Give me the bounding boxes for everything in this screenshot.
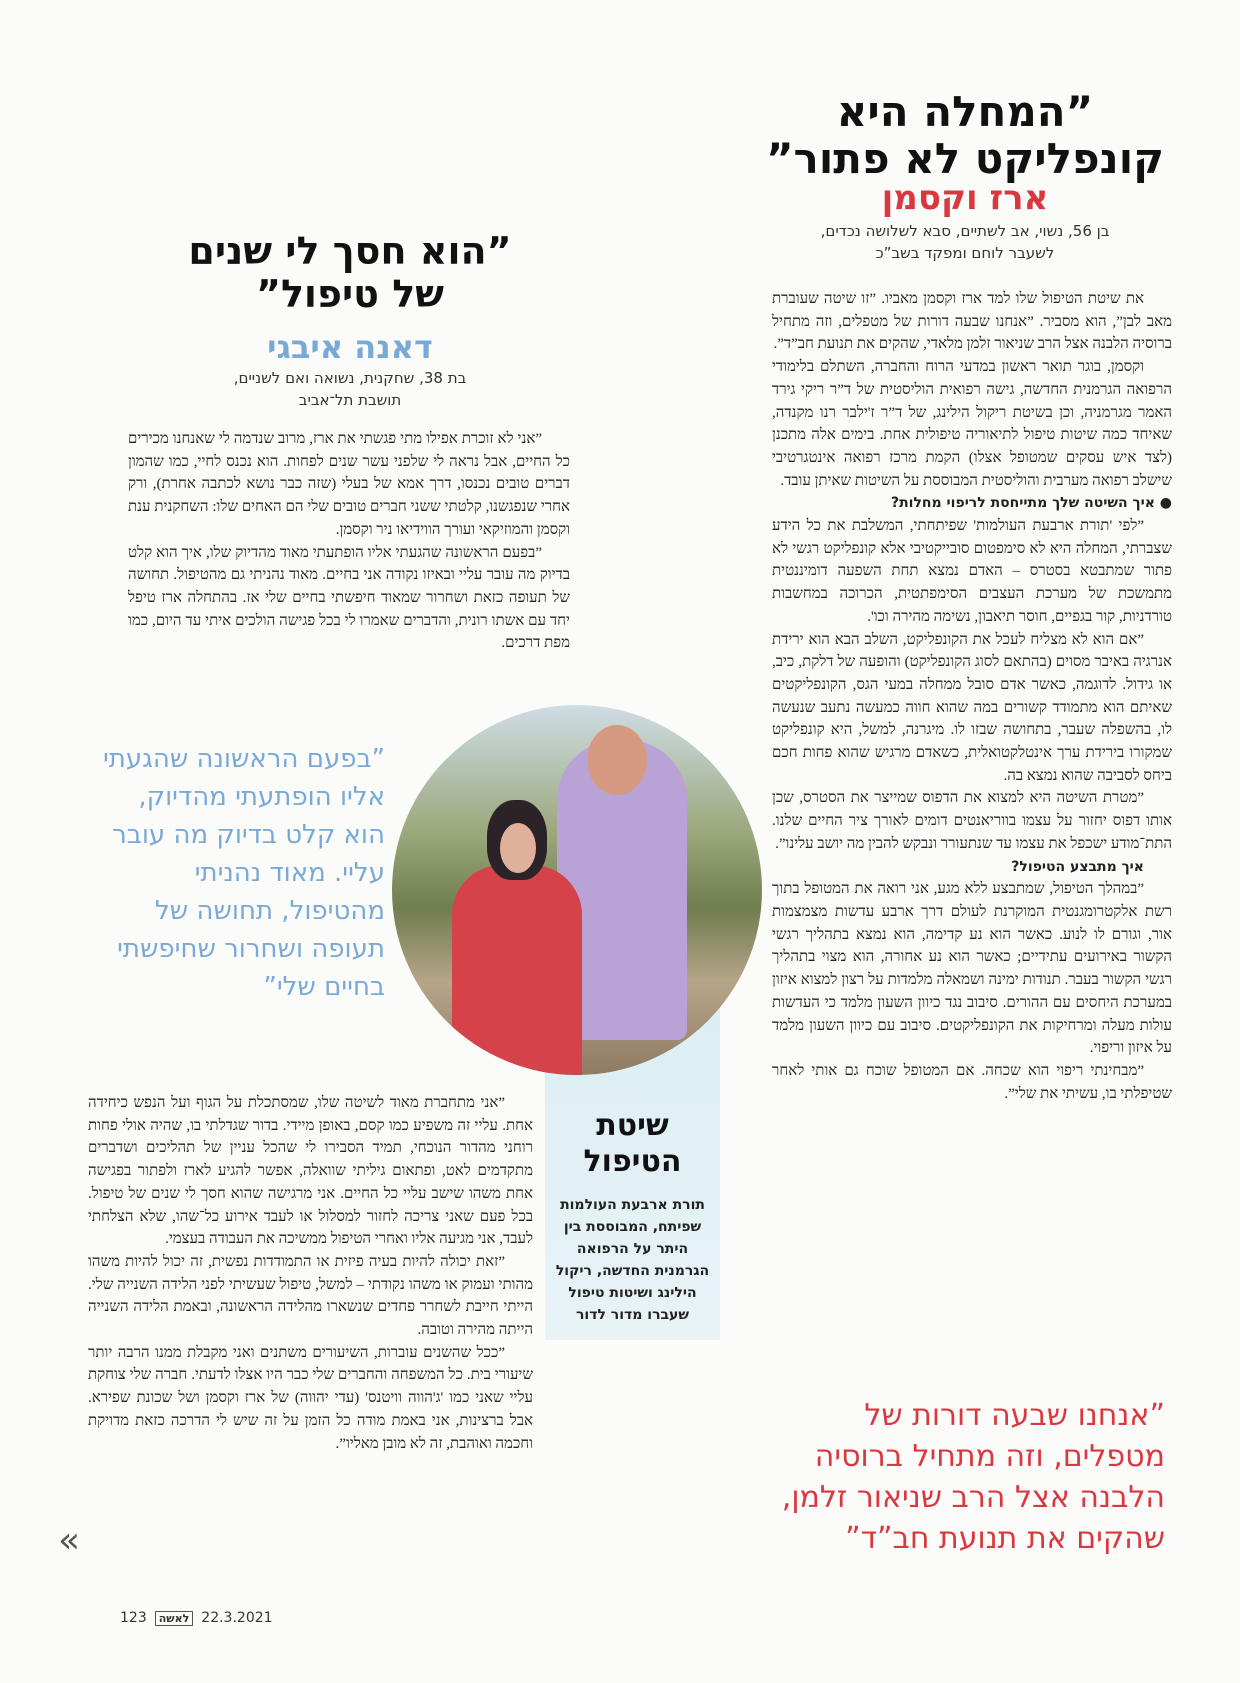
- sidebox-title-line2: הטיפול: [583, 1144, 682, 1179]
- question-heading: ● איך השיטה שלך מתייחסת לריפוי מחלות?: [890, 495, 1172, 512]
- article2-title-line2: של טיפול”: [255, 271, 445, 316]
- treatment-method-box: [545, 1108, 720, 1326]
- paragraph: ”אני מתחברת מאוד לשיטה שלו, שמסתכלת על הגוף ועל הנפש כיחידה אחת. עליי זה משפיע כמו קסם, באופן מיידי. בדור שגדלתי בו, שהיה אולי פחות רוחני מהדור הנוכחי, תמיד הסבירו לי שהכל עניין של תהליכים ושדברים מתקדמים לאט, ופתאום גיליתי שוואלה, אפשר להגיע לארז ולפתור בפגישה אחת משהו שישב עליי כל החיים. אני מרגישה שהוא חסך לי שנים של טיפול. בכל פעם שאני צריכה לחזור למסלול או לעבד אירוע כל־שהו, שלא הצלחתי לעבד, אני מגיעה אליו ואחרי הטיפול ממשיכה את העבודה בעצמי.: [88, 1095, 533, 1248]
- article1-bio-line2: לשעבר לוחם ומפקד בשב”כ: [875, 244, 1055, 262]
- article1-bio: [760, 220, 1170, 264]
- paragraph: ”ככל שהשנים עוברות, השיעורים משתנים ואני מקבלת ממנו הרבה יותר שיעורי בית. כל המשפחה והחברים שלי כבר היו אצלו לדעתי. חברה שלי צוחקת עליי שאני כמו 'ג'הווה וויטנס' (עדי יהווה) של ארז וקסמן ושל שכונת שפירא. אבל ברצינות, אני באמת מודה כל הזמן על זה שיש לי הדרכה כזאת מדויקת וחכמה ואוהבת, זה לא מובן מאליו”.: [88, 1344, 533, 1452]
- paragraph: ”במהלך הטיפול, שמתבצע ללא מגע, אני רואה את המטופל בתוך רשת אלקטרומגנטית המוקרנת לעולם דרך ארבע עדשות מצמצמות אור, וגורם לו לנוע. כאשר הוא נע קדימה, הוא נמצא בתהליך רגשי הקשור באירועים עתידיים; כאשר הוא נע אחורה, הוא מצוי בתהליך רגשי הקשור בעבר. תנודות ימינה ושמאלה מלמדות על רצון למצוא איזון במערכת היחסים עם ההורים. סיבוב נגד כיוון השעון מלמד כי העדשות עולות מעלה ומרחיקות את הקונפליקטים. סיבוב עם כיוון השעון מלמד על איזון וריפוי.: [772, 881, 1172, 1057]
- footer: [120, 1610, 273, 1626]
- article1-name: ארז וקסמן: [881, 178, 1049, 218]
- magazine-logo: לאשה: [155, 1611, 194, 1626]
- paragraph: ”זאת יכולה להיות בעיה פיזית או התמודדות נפשית, זה יכול להיות משהו מהותי ועמוק או משהו נקודתי – למשל, טיפול שעשיתי לפני הלידה השנייה שלי. הייתי חייבת לשחרר פחדים שנשארו מהלידה הראשונה, ובאמת הלידה השנייה הייתה מהירה וטובה.: [88, 1253, 533, 1339]
- article2-pull-quote: ”בפעם הראשונה שהגעתי אליו הופתעתי מהדיוק, הוא קלט בדיוק מה עובר עליי. מאוד נהניתי מהטיפול, תחושה של תעופה ושחרור שחיפשתי בחיים שלי”: [102, 744, 385, 1002]
- woman-face: [500, 823, 536, 873]
- page-number: 123: [120, 1610, 147, 1626]
- woman-figure: [452, 865, 582, 1075]
- sidebox-text: תורת ארבעת העולמות שפיתח, המבוססת בין היתר על הרפואה הגרמנית החדשה, ריקול הילינג ושיטות טיפול שעברו מדור לדור: [555, 1197, 710, 1323]
- paragraph: ”מבחינתי ריפוי הוא שכחה. אם המטופל שוכח גם אותי לאחר שטיפלתי בו, עשיתי את שלי”.: [772, 1062, 1172, 1102]
- article1-body: [772, 288, 1172, 1105]
- article2-name: דאנה איבגי: [267, 328, 433, 366]
- paragraph: את שיטת הטיפול שלו למד ארז וקסמן מאביו. ”זו שיטה שעוברת מאב לבן”, הוא מסביר. ”אנחנו שבעה דורות של מטפלים, וזה מתחיל ברוסיה הלבנה אצל הרב שניאור זלמן מלאדי, שהקים את תנועת חב”ד”.: [772, 291, 1172, 353]
- article2-bio-line1: בת 38, שחקנית, נשואה ואם לשניים,: [233, 369, 467, 387]
- continue-arrow-icon: «: [58, 1520, 81, 1561]
- question-heading: איך מתבצע הטיפול?: [1011, 858, 1144, 875]
- article2-title-line1: ”הוא חסך לי שנים: [188, 229, 512, 273]
- article2-body-bottom: [88, 1092, 533, 1455]
- article1-pull-quote: ”אנחנו שבעה דורות של מטפלים, וזה מתחיל ברוסיה הלבנה אצל הרב שניאור זלמן, שהקים את תנועת חב”ד”: [781, 1398, 1165, 1556]
- article1-title-line2: קונפליקט לא פתור”: [765, 134, 1165, 184]
- paragraph: ”בפעם הראשונה שהגעתי אליו הופתעתי מאוד מהדיוק שלו, איך הוא קלט בדיוק מה עובר עליי ובאיזו נקודה אני בחיים. מאוד נהניתי גם מהטיפול. תחושה של תעופה כזאת ושחרור שמאוד חיפשתי בחיים שלי אז. בהתחלה ארז טיפל יחד עם אשתו רונית, והדברים שאמרו לי בכל פגישה הולכים איתי עד היום, כמו מפת דרכים.: [128, 544, 570, 652]
- article1-bio-line1: בן 56, נשוי, אב לשתיים, סבא לשלושה נכדים,: [820, 222, 1110, 240]
- article2-title: [140, 230, 560, 315]
- paragraph: ”אני לא זוכרת אפילו מתי פגשתי את ארז, מרוב שנדמה לי שאנחנו מכירים כל החיים, אבל נראה לי שלפני עשר שנים לפחות. הוא נכנס לחיי, כמו שהמון דברים טובים נכנסו, דרך אמא של בעלי (שזה כבר נושא לכתבה אחרת), ורק אחרי שנפגשנו, קלטתי ששני חברים טובים שלי הם האחים שלו: השחקנית ענת וקסמן והמוזיקאי ועורך הווידיאו ניר וקסמן.: [128, 431, 570, 538]
- article1-title-line1: ”המחלה היא: [836, 87, 1094, 136]
- paragraph: ”לפי 'תורת ארבעת העולמות' שפיתחתי, המשלבת את כל הידע שצברתי, המחלה היא לא סימפטום סובייקטיבי אלא קונפליקט רגשי לא פתור שמתבטא בסטרס – האדם נמצא תחת השפעה דומיננטית מתמשכת של מערכת העצבים הסימפתטית, הכרוכה במחשבות טורדניות, קור בגפיים, חוסר תיאבון, נשימה מהירה וכו'.: [772, 518, 1172, 625]
- issue-date: 22.3.2021: [201, 1610, 273, 1626]
- paragraph: ”מטרת השיטה היא למצוא את הדפוס שמייצר את הסטרס, שכן אותו דפוס יחזור על עצמו בווריאנטים דומים לאורך ציר החיים שלנו. התת־מודע ישכפל את עצמו עד שנתעורר ונבקש להבין מה יושב עלינו”.: [772, 790, 1172, 852]
- article2-bio-line2: תושבת תל־אביב: [298, 391, 402, 409]
- sidebox-title-line1: שיטת: [596, 1108, 669, 1143]
- paragraph: ”אם הוא לא מצליח לעכל את הקונפליקט, השלב הבא הוא ירידת אנרגיה באיבר מסוים (בהתאם לסוג הקונפליקט) והופעה של דלקת, כיב, או גידול. לדוגמה, כאשר אדם סובל ממחלה במעי הגס, הקונפליקטים שאיתם הוא מתמודד קשורים במה שהוא חווה כמעשה נתעב שנעשה לו, בהשפלה שעבר, בתחושה שבזו לו. מיגרנה, למשל, היא קונפליקט שמקורו בירידת ערך אינטלקטואלית, כשאדם מרגיש שהוא פחות חכם ביחס לסביבה שהוא נמצא בה.: [772, 631, 1172, 784]
- paragraph: וקסמן, בוגר תואר ראשון במדעי הרוח והחברה, השתלם בלימודי הרפואה הגרמנית החדשה, גישה רפואית הוליסטית של ד”ר ריקי גירד האמר מגרמניה, וכן בשיטת ריקול הילינג, של ד”ר ז'ילבר רנו מקנדה, שאיחד כמה שיטות טיפול לתיאוריה טיפולית אחת. בימים אלה מתכנן (לצד איש עסקים שמטופל אצלו) הקמת מרכז רפואה אינטגרטיבי שישלב רפואה מערבית והוליסטית המבוססת על השיטות שאיתן עובד.: [772, 359, 1172, 489]
- article2-bio: [140, 367, 560, 411]
- man-head: [587, 725, 647, 795]
- photo-waxman-and-ivgi: [392, 705, 762, 1075]
- article1-title: [760, 88, 1170, 182]
- article2-body-top: [128, 428, 570, 655]
